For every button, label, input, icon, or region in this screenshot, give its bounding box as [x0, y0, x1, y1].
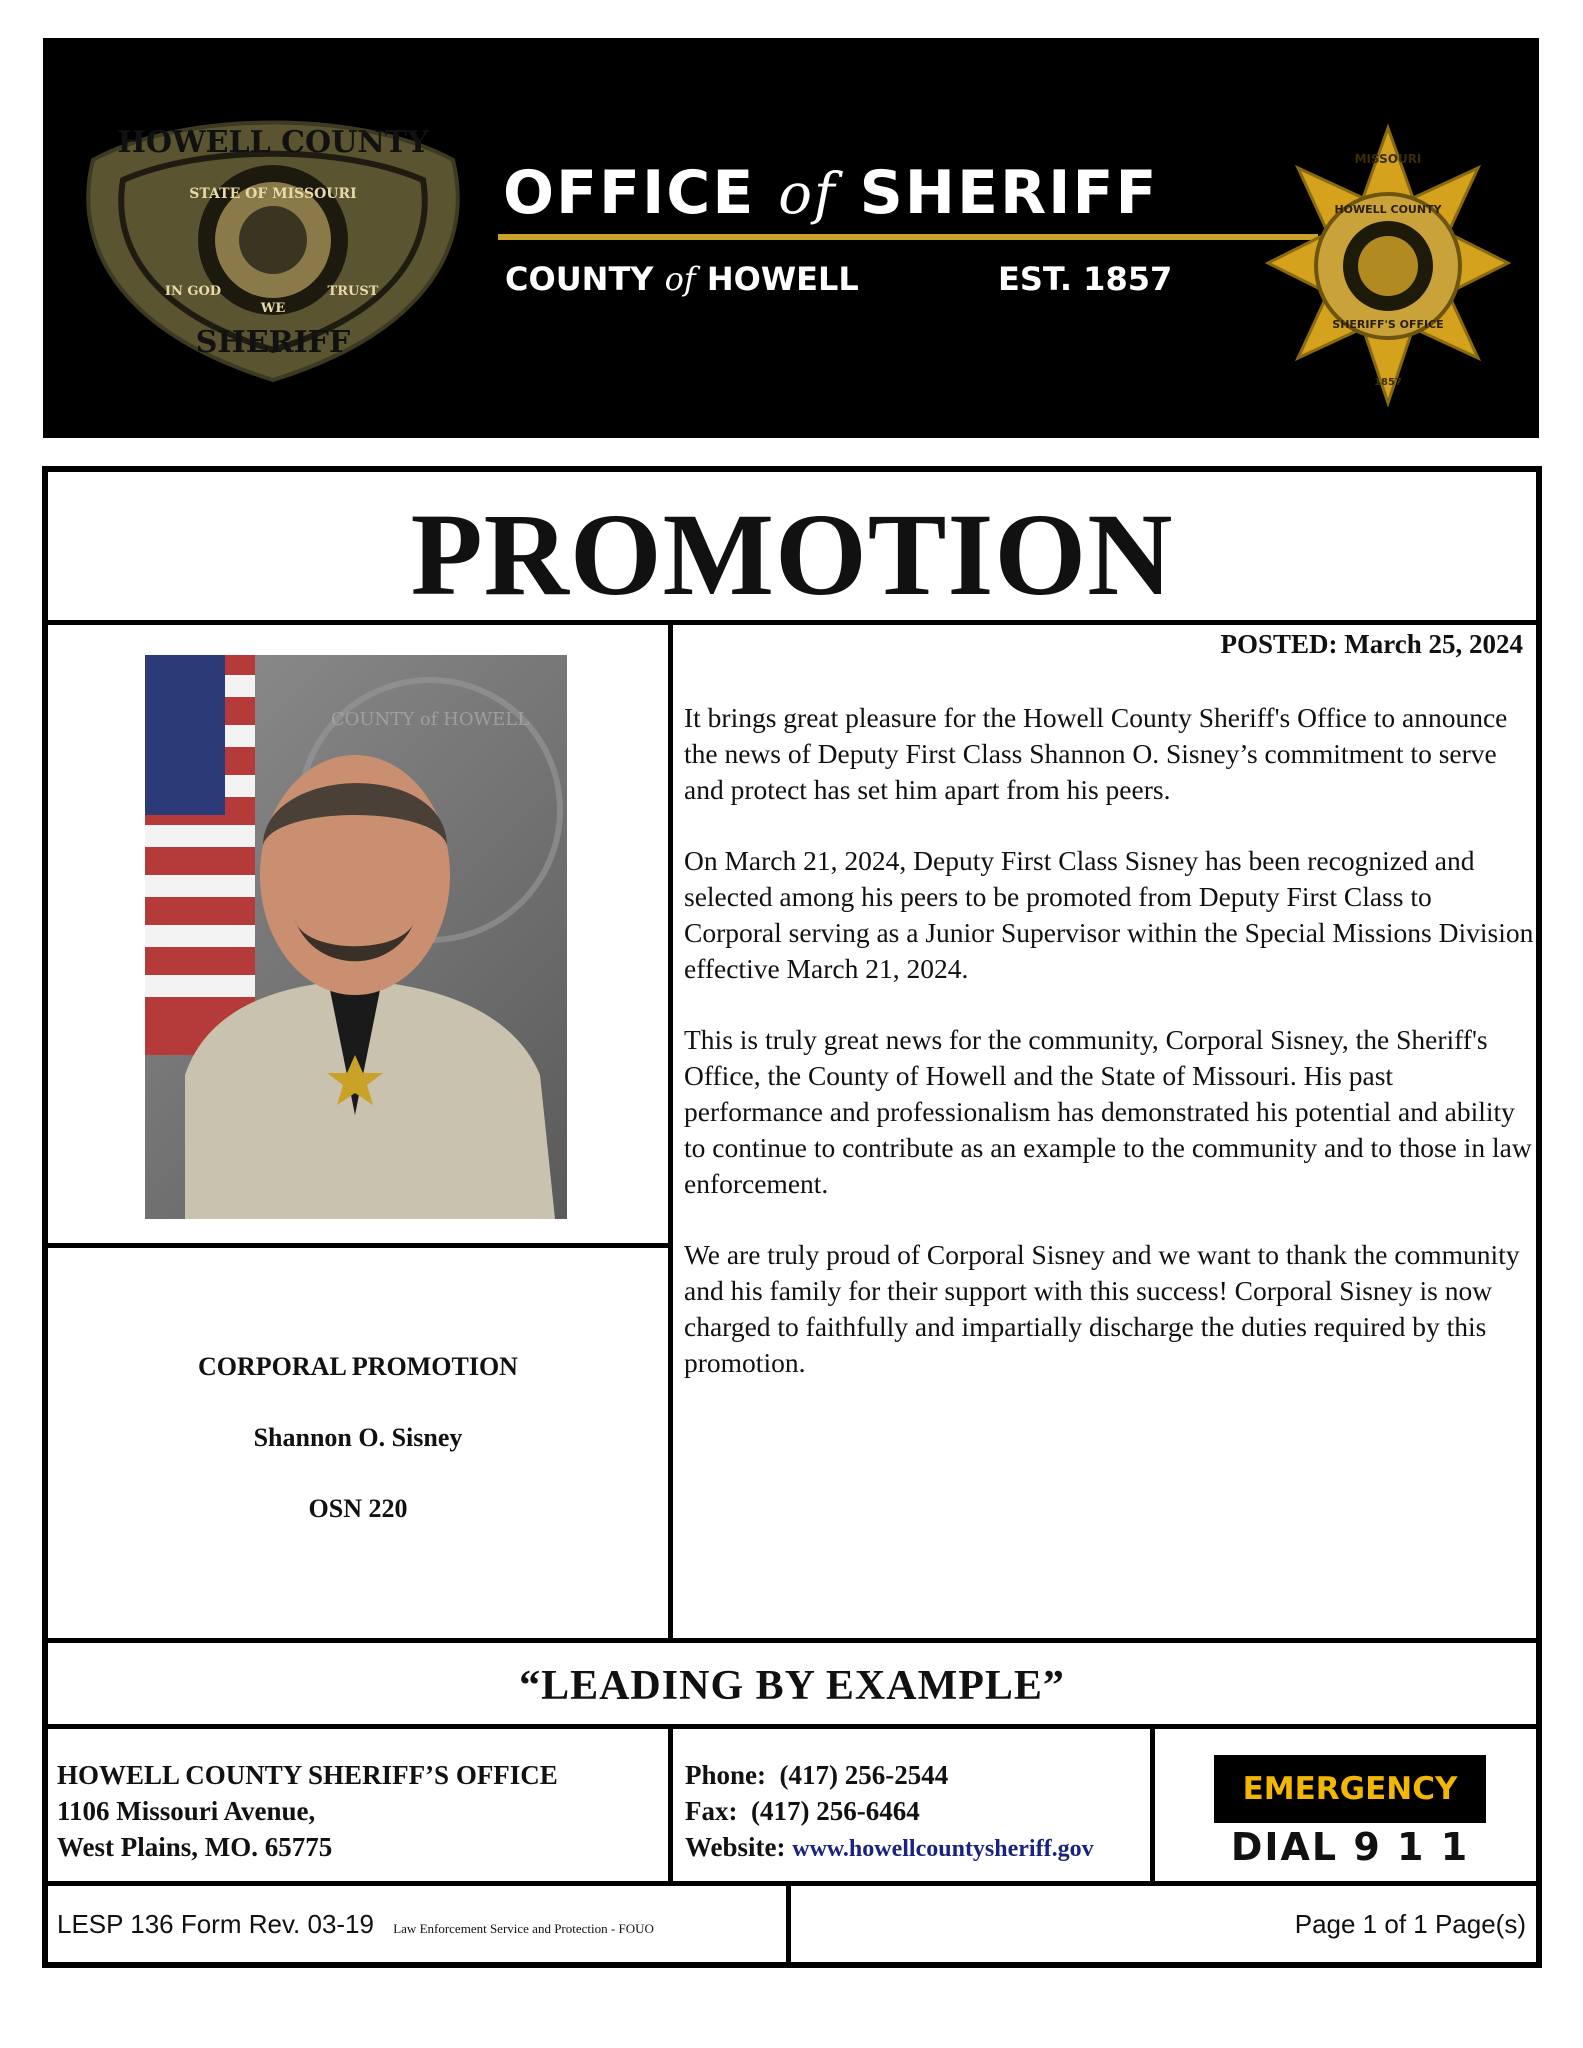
- phone-number: (417) 256-2544: [779, 1760, 949, 1790]
- established-year: EST. 1857: [998, 260, 1173, 298]
- badge-motto-right: TRUST: [327, 284, 379, 299]
- website-link[interactable]: www.howellcountysheriff.gov: [792, 1836, 1094, 1862]
- office-name: HOWELL COUNTY SHERIFF’S OFFICE: [57, 1760, 558, 1790]
- divider-below-motto: [42, 1724, 1542, 1729]
- motto-banner: “LEADING BY EXAMPLE”: [519, 1663, 1065, 1709]
- sheriff-badge-logo: [63, 90, 483, 390]
- divider-above-form: [42, 1881, 1542, 1886]
- office-title-part1: OFFICE: [503, 158, 756, 228]
- office-address: [57, 1757, 558, 1865]
- contact-info: [685, 1757, 1094, 1867]
- badge-text-inner: STATE OF MISSOURI: [189, 186, 357, 202]
- portrait-illustration: [145, 655, 567, 1219]
- body-paragraph: It brings great pleasure for the Howell County Sheriff's Office to announce the news of Deputy First Class Shannon O. Sisney’s commitment to serve and protect has set him apart from his peers.: [684, 702, 1508, 805]
- deputy-portrait-photo: [145, 655, 567, 1219]
- badge-text-top: HOWELL COUNTY: [117, 125, 429, 160]
- body-paragraph: On March 21, 2024, Deputy First Class Sisney has been recognized and selected among his peers to be promoted from Deputy First Class to Corporal serving as a Junior Supervisor within the Special Missions Division effective March 21, 2024.: [684, 845, 1534, 984]
- announcement-body: [684, 700, 1534, 1416]
- fax-line: [685, 1793, 1094, 1829]
- county-subtitle-part1: COUNTY: [505, 260, 654, 298]
- column-divider-form: [786, 1881, 791, 1968]
- emergency-label: EMERGENCY: [1214, 1755, 1486, 1823]
- column-divider-footer-2: [1150, 1724, 1155, 1884]
- phone-line: [685, 1757, 1094, 1793]
- posted-date: POSTED: March 25, 2024: [1220, 629, 1523, 659]
- website-label: Website:: [685, 1832, 786, 1862]
- dial-911: DIAL 9 1 1: [1230, 1825, 1470, 1869]
- star-text-year: 1857: [1374, 377, 1402, 388]
- badge-motto-left: IN GOD: [164, 284, 222, 299]
- fax-label: Fax:: [685, 1796, 738, 1826]
- website-line: [685, 1829, 1094, 1867]
- badge-text-bottom: SHERIFF: [195, 325, 351, 360]
- fax-number: (417) 256-6464: [750, 1796, 920, 1826]
- form-identifier: [57, 1909, 654, 1940]
- page-number: Page 1 of 1 Page(s): [1294, 1909, 1526, 1939]
- body-paragraph: We are truly proud of Corporal Sisney and we want to thank the community and his family for their support with this success! Corporal Sisney is now charged to faithfully and impartially discharge the duties required by this promotion.: [684, 1239, 1520, 1378]
- office-title: [503, 158, 1158, 228]
- page-title: PROMOTION: [410, 489, 1174, 620]
- star-badge-logo: [1263, 123, 1513, 413]
- divider-above-motto: [42, 1638, 1542, 1643]
- promotion-label: CORPORAL PROMOTION: [198, 1352, 518, 1381]
- address-line-2: West Plains, MO. 65775: [57, 1832, 333, 1862]
- county-subtitle-part2: HOWELL: [706, 260, 859, 298]
- column-divider-main: [668, 620, 673, 1640]
- star-text-line2: HOWELL COUNTY: [1334, 203, 1442, 216]
- header-banner: [43, 38, 1539, 438]
- column-divider-footer-1: [668, 1724, 673, 1884]
- osn-number: OSN 220: [308, 1494, 408, 1523]
- form-note: Law Enforcement Service and Protection - FOUO: [393, 1921, 654, 1936]
- gold-divider: [498, 234, 1318, 240]
- portrait-backdrop-seal-text: COUNTY of HOWELL: [330, 709, 530, 730]
- divider-under-photo: [42, 1243, 672, 1248]
- office-title-of: of: [778, 162, 837, 227]
- body-paragraph: This is truly great news for the community, Corporal Sisney, the Sheriff's Office, the County of Howell and the State of Missouri. His past performance and professionalism has demonstrated his potential and ability to continue to contribute as an example to the community and to those in law enforcement.: [684, 1024, 1532, 1199]
- county-subtitle-of: of: [664, 260, 696, 298]
- star-text-line1: MISSOURI: [1354, 152, 1422, 166]
- form-number: LESP 136 Form Rev. 03-19: [57, 1909, 374, 1939]
- star-text-line3: SHERIFF'S OFFICE: [1332, 318, 1444, 331]
- address-line-1: 1106 Missouri Avenue,: [57, 1796, 316, 1826]
- badge-motto-mid: WE: [260, 301, 286, 316]
- phone-label: Phone:: [685, 1760, 766, 1790]
- county-subtitle: [505, 260, 859, 298]
- promotee-name: Shannon O. Sisney: [253, 1423, 463, 1452]
- office-title-part2: SHERIFF: [859, 158, 1159, 228]
